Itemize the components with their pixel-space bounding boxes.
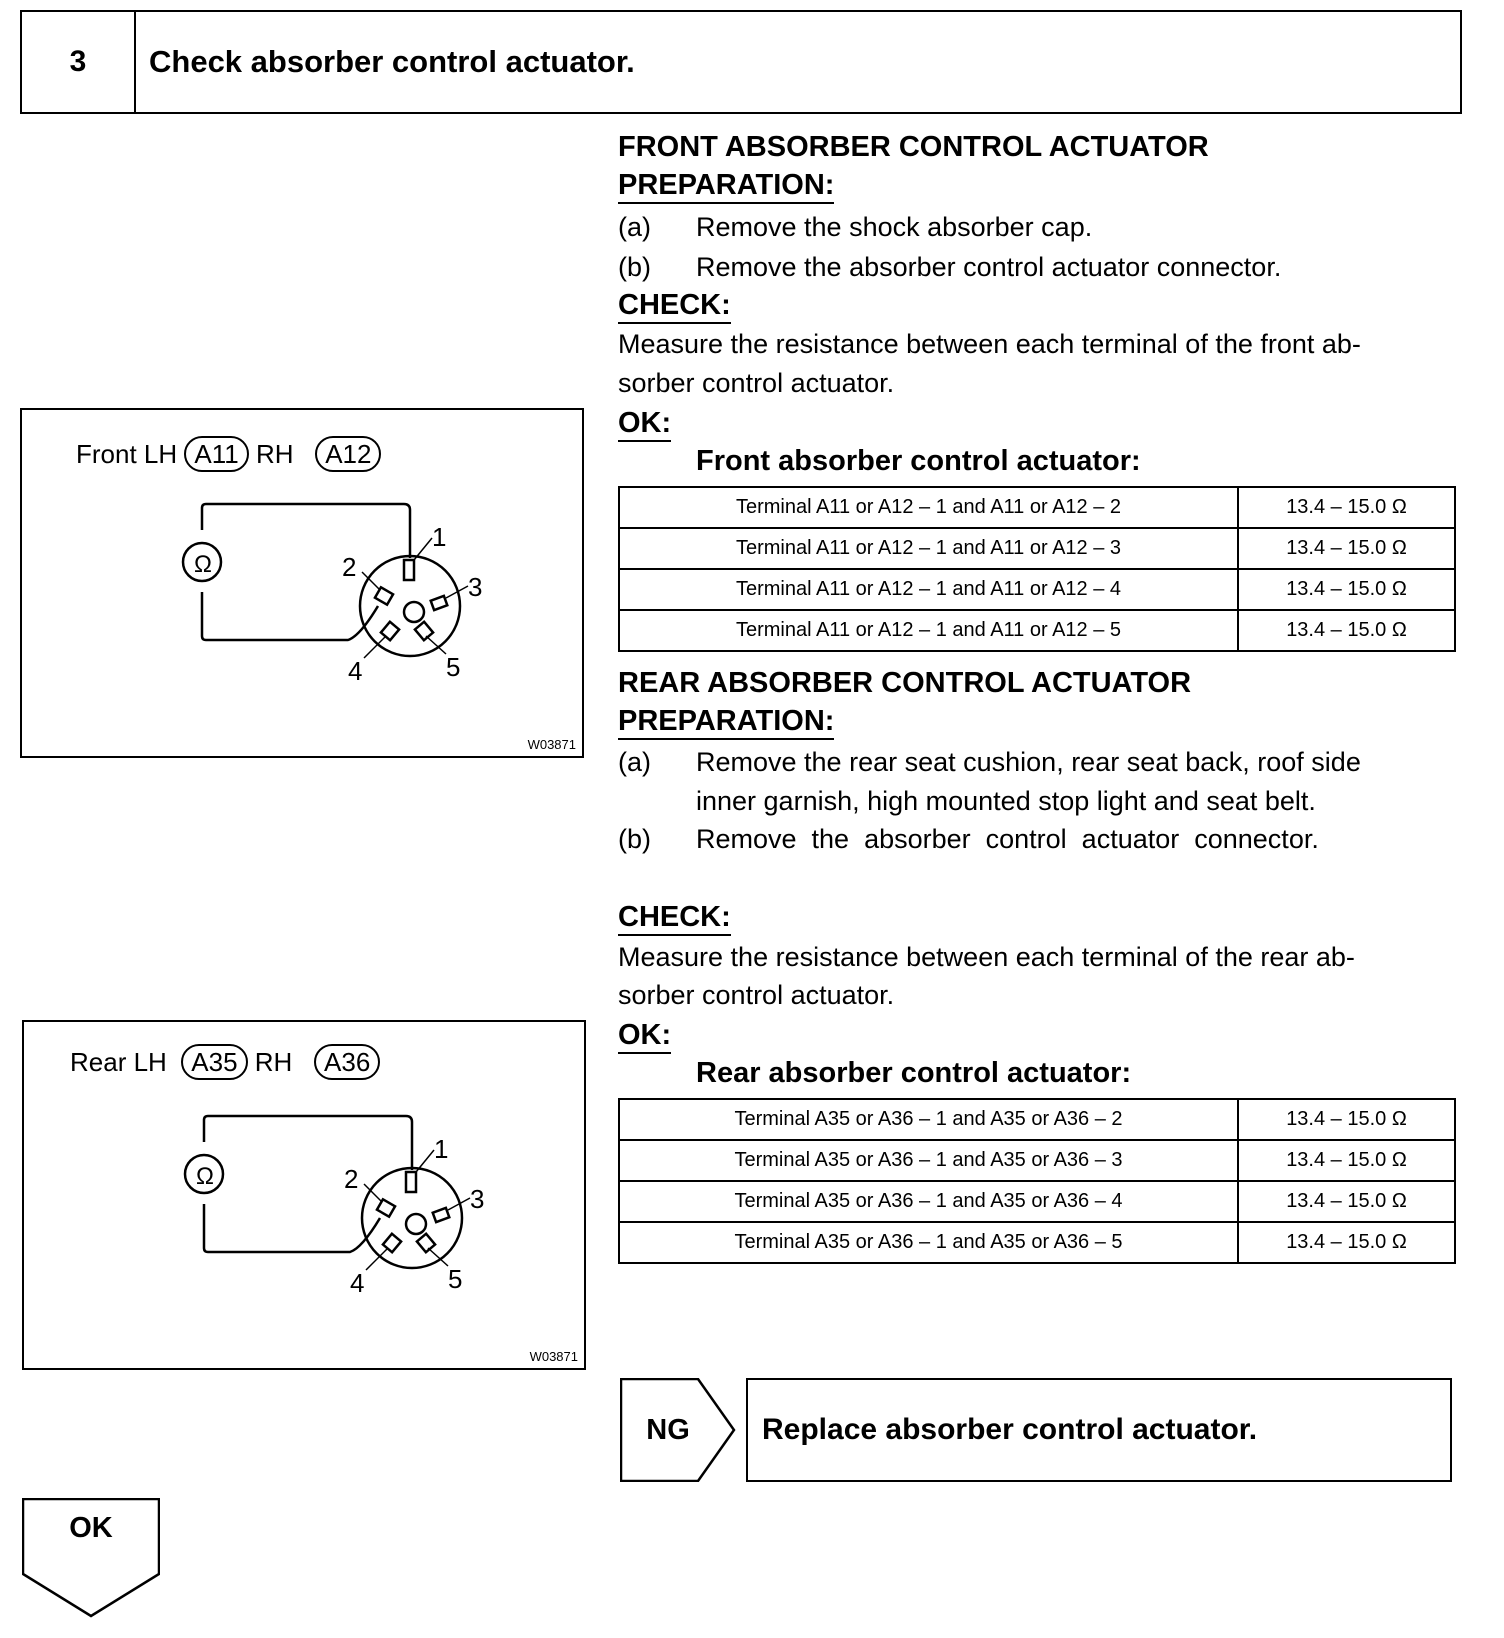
rear-table-title: Rear absorber control actuator: — [696, 1057, 1132, 1089]
rear-spec-table — [618, 1098, 1456, 1264]
front-step-a: (a) Remove the shock absorber cap. — [618, 212, 1093, 242]
front-connector-figure — [20, 408, 584, 758]
terminal-5-icon — [417, 1234, 435, 1252]
front-connector-diagram — [22, 410, 582, 756]
rear-connector-figure — [22, 1020, 586, 1370]
step-number: 3 — [22, 12, 136, 112]
terminal-1-icon — [406, 1172, 416, 1192]
rear-figure-title: Rear LH A35 RH A36 — [70, 1044, 380, 1080]
table-row: Terminal A35 or A36 – 1 and A35 or A36 – 5 13.4 – 15.0 Ω — [619, 1222, 1455, 1263]
ohmmeter-symbol: Ω — [196, 1163, 214, 1190]
terminal-2-icon — [377, 1199, 395, 1216]
front-table-title: Front absorber control actuator: — [696, 445, 1141, 477]
front-check-label: CHECK: — [618, 288, 731, 324]
step-title: Check absorber control actuator. — [149, 44, 635, 79]
rear-check-label: CHECK: — [618, 900, 731, 936]
rear-check-line-2: sorber control actuator. — [618, 980, 895, 1010]
ok-label: OK — [69, 1512, 113, 1544]
lead-wire — [204, 1204, 380, 1252]
ohmmeter-symbol: Ω — [194, 551, 212, 578]
figure-code: W03871 — [529, 1349, 578, 1364]
terminal-1-icon — [404, 560, 414, 580]
lead-wire — [202, 504, 410, 558]
rear-step-a-line-2: inner garnish, high mounted stop light and seat belt. — [696, 786, 1316, 816]
table-row: Terminal A35 or A36 – 1 and A35 or A36 – 3 13.4 – 15.0 Ω — [619, 1140, 1455, 1181]
pin-label-3: 3 — [470, 1184, 485, 1214]
table-row: Terminal A35 or A36 – 1 and A35 or A36 – 4 13.4 – 15.0 Ω — [619, 1181, 1455, 1222]
table-row: Terminal A11 or A12 – 1 and A11 or A12 – 5 13.4 – 15.0 Ω — [619, 610, 1455, 651]
terminal-3-icon — [431, 596, 448, 610]
front-step-b: (b) Remove the absorber control actuator connector. — [618, 252, 1282, 282]
pin-label-1: 1 — [432, 522, 447, 552]
ng-arrow-box — [620, 1378, 736, 1482]
pin-label-5: 5 — [448, 1264, 463, 1294]
pin-label-2: 2 — [342, 552, 357, 582]
connector-code-badge: A11 — [184, 436, 248, 472]
rear-step-b: (b) Remove the absorber control actuator connector. — [618, 824, 1319, 854]
ng-result-box: Replace absorber control actuator. — [746, 1378, 1452, 1482]
rear-connector-diagram — [24, 1022, 584, 1368]
pin-label-3: 3 — [468, 572, 483, 602]
terminal-5-icon — [415, 622, 433, 640]
lead-wire — [204, 1116, 412, 1170]
terminal-2-icon — [375, 587, 393, 604]
table-row: Terminal A11 or A12 – 1 and A11 or A12 – 4 13.4 – 15.0 Ω — [619, 569, 1455, 610]
front-check-line-2: sorber control actuator. — [618, 368, 895, 398]
table-row: Terminal A35 or A36 – 1 and A35 or A36 – 2 13.4 – 15.0 Ω — [619, 1099, 1455, 1140]
table-row: Terminal A11 or A12 – 1 and A11 or A12 – 2 13.4 – 15.0 Ω — [619, 487, 1455, 528]
rear-ok-label: OK: — [618, 1018, 671, 1054]
rear-heading: REAR ABSORBER CONTROL ACTUATOR — [618, 667, 1192, 699]
connector-code-badge: A35 — [181, 1044, 247, 1080]
lead-wire — [202, 592, 378, 640]
pin-label-5: 5 — [446, 652, 461, 682]
table-row: Terminal A11 or A12 – 1 and A11 or A12 – 3 13.4 – 15.0 Ω — [619, 528, 1455, 569]
rear-check-line-1: Measure the resistance between each terminal of the rear ab- — [618, 942, 1355, 972]
rear-step-a: (a) Remove the rear seat cushion, rear seat back, roof side — [618, 747, 1361, 777]
step-header — [20, 10, 1462, 114]
connector-code-badge: A12 — [315, 436, 381, 472]
figure-code: W03871 — [527, 737, 576, 752]
front-ok-label: OK: — [618, 406, 671, 442]
pin-label-4: 4 — [348, 656, 363, 686]
pin-label-1: 1 — [434, 1134, 449, 1164]
rear-preparation-label: PREPARATION: — [618, 704, 834, 740]
front-spec-table — [618, 486, 1456, 652]
connector-code-badge: A36 — [314, 1044, 380, 1080]
front-check-line-1: Measure the resistance between each terminal of the front ab- — [618, 329, 1361, 359]
ng-label: NG — [646, 1413, 690, 1446]
terminal-3-icon — [433, 1208, 450, 1222]
front-preparation-label: PREPARATION: — [618, 168, 834, 204]
front-heading: FRONT ABSORBER CONTROL ACTUATOR — [618, 131, 1209, 163]
pin-label-2: 2 — [344, 1164, 359, 1194]
ok-arrow-box — [22, 1498, 160, 1618]
front-figure-title: Front LH A11 RH A12 — [76, 436, 381, 472]
pin-label-4: 4 — [350, 1268, 365, 1298]
